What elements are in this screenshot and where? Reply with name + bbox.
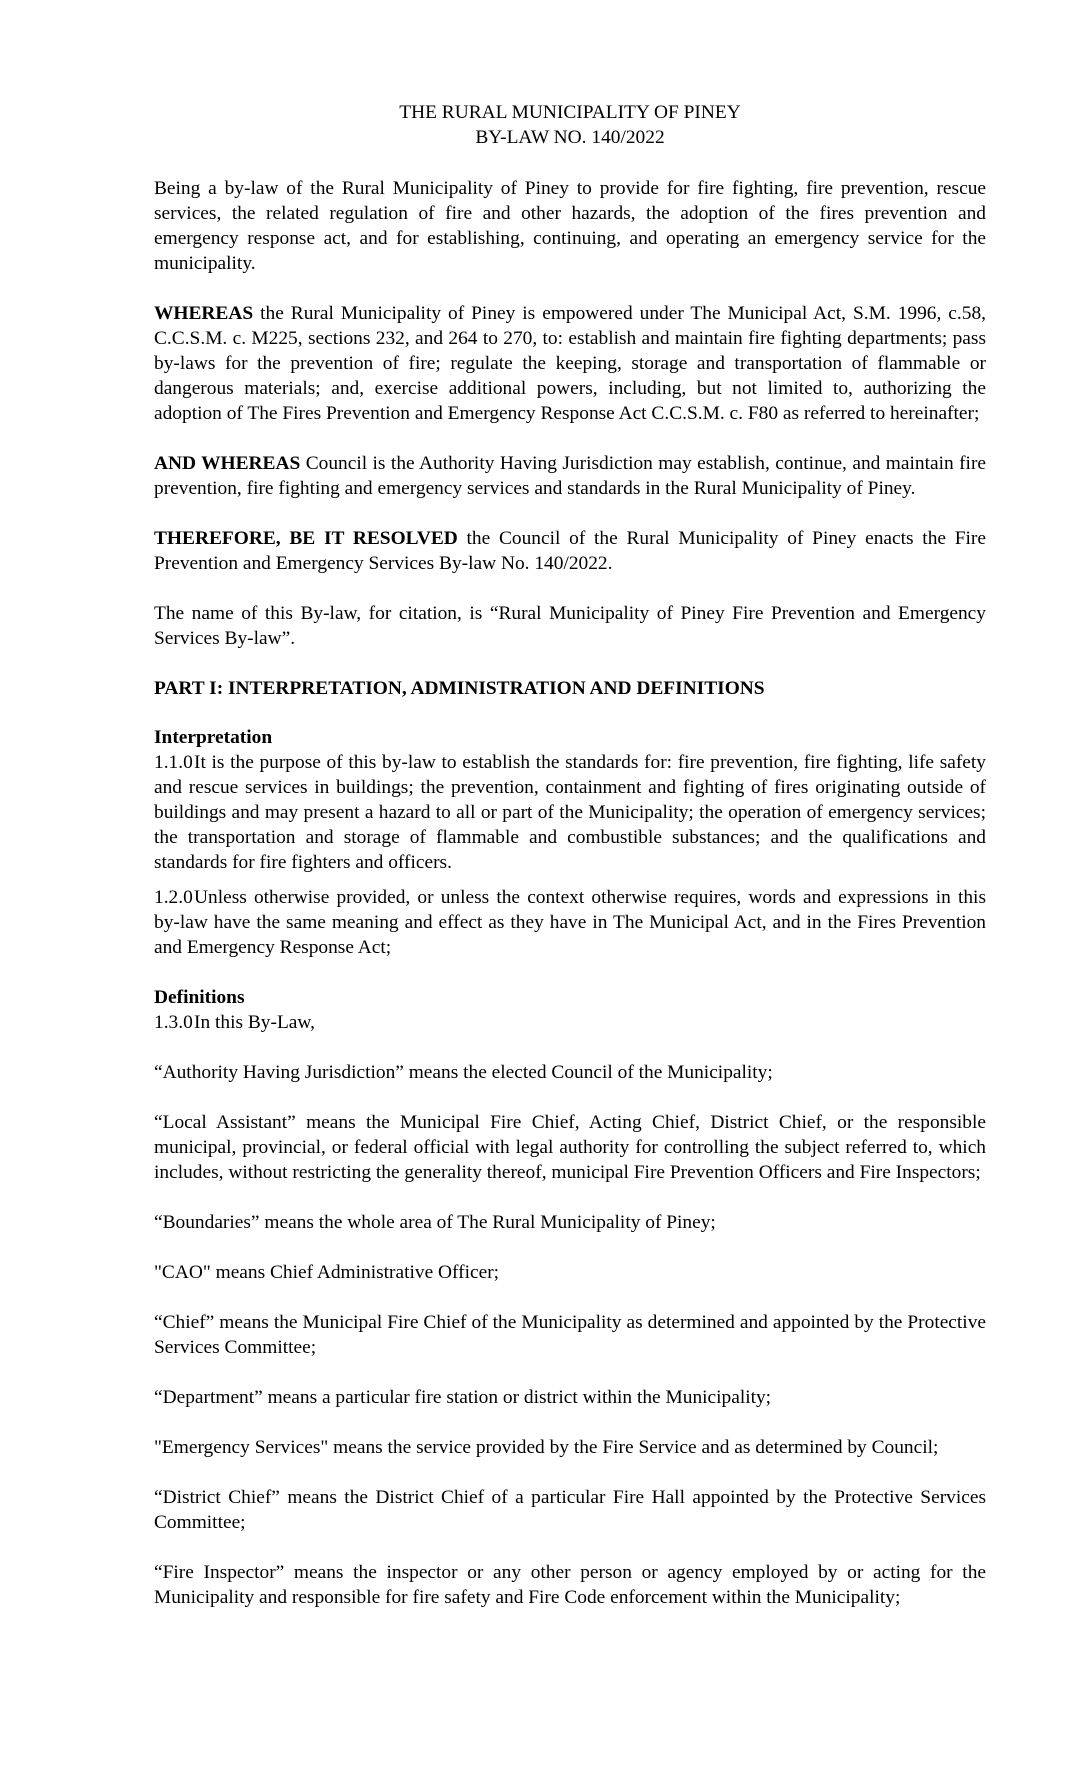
interpretation-heading: Interpretation [154, 727, 273, 748]
section-number: 1.3.0 [154, 1012, 193, 1033]
definition-item: “District Chief” means the District Chief of a particular Fire Hall appointed by the Protective Services Committee; [154, 1487, 986, 1533]
section-1-1-0 [154, 725, 986, 875]
definitions-heading: Definitions [154, 987, 245, 1008]
section-text: In this By-Law, [194, 1012, 315, 1033]
whereas-paragraph [154, 301, 986, 426]
definition-item: "CAO" means Chief Administrative Officer; [154, 1262, 500, 1283]
and-whereas-paragraph [154, 451, 986, 501]
definition-item: “Chief” means the Municipal Fire Chief of the Municipality as determined and appointed by the Protective Services Committee; [154, 1312, 986, 1358]
section-1-2-0 [154, 885, 986, 960]
citation-paragraph: The name of this By-law, for citation, is “Rural Municipality of Piney Fire Prevention and Emergency Services By-law”. [154, 603, 986, 649]
section-number: 1.1.0 [154, 752, 193, 773]
section-text: It is the purpose of this by-law to establish the standards for: fire prevention, fire fighting, life safety and rescue services in buildings; the prevention, containment and fighting of fires originating outside of buildings and may present a hazard to all or part of the Municipality; the operation of emergency services; the transportation and storage of flammable and combustible substances; and the qualifications and standards for fire fighters and officers. [154, 752, 986, 873]
bylaw-number: BY-LAW NO. 140/2022 [475, 127, 665, 148]
definition-item: “Local Assistant” means the Municipal Fire Chief, Acting Chief, District Chief, or the responsible municipal, provincial, or federal official with legal authority for controlling the subject referred to, which includes, without restricting the generality thereof, municipal Fire Prevention Officers and Fire Inspectors; [154, 1112, 986, 1183]
definition-item: “Fire Inspector” means the inspector or any other person or agency employed by or acting for the Municipality and responsible for fire safety and Fire Code enforcement within the Municipality; [154, 1562, 986, 1608]
section-1-3-0 [154, 985, 986, 1035]
section-text: Unless otherwise provided, or unless the context otherwise requires, words and expressions in this by-law have the same meaning and effect as they have in The Municipal Act, and in the Fires Prevention and Emergency Response Act; [154, 887, 986, 958]
part1-heading: PART I: INTERPRETATION, ADMINISTRATION AND DEFINITIONS [154, 678, 765, 699]
municipality-title: THE RURAL MUNICIPALITY OF PINEY [399, 102, 741, 123]
section-number: 1.2.0 [154, 887, 193, 908]
therefore-paragraph [154, 526, 986, 576]
definition-item: “Department” means a particular fire station or district within the Municipality; [154, 1387, 772, 1408]
therefore-lead: THEREFORE, BE IT RESOLVED [154, 528, 458, 549]
therefore-text: the Council of the Rural Municipality of Piney enacts the Fire Prevention and Emergency Services By-law No. 140/2022. [154, 528, 986, 574]
and-whereas-lead: AND WHEREAS [154, 453, 301, 474]
intro-paragraph: Being a by-law of the Rural Municipality of Piney to provide for fire fighting, fire prevention, rescue services, the related regulation of fire and other hazards, the adoption of the fires prevention and emergency response act, and for establishing, continuing, and operating an emergency service for the municipality. [154, 178, 986, 274]
definition-item: "Emergency Services" means the service provided by the Fire Service and as determined by Council; [154, 1437, 939, 1458]
whereas-text: the Rural Municipality of Piney is empowered under The Municipal Act, S.M. 1996, c.58, C.C.S.M. c. M225, sections 232, and 264 to 270, to: establish and maintain fire fighting departments; pass by-laws for the prevention of fire; regulate the keeping, storage and transportation of flammable or dangerous materials; and, exercise additional powers, including, but not limited to, authorizing the adoption of The Fires Prevention and Emergency Response Act C.C.S.M. c. F80 as referred to hereinafter; [154, 303, 986, 424]
and-whereas-text: Council is the Authority Having Jurisdiction may establish, continue, and maintain fire prevention, fire fighting and emergency services and standards in the Rural Municipality of Piney. [154, 453, 987, 499]
whereas-lead: WHEREAS [154, 303, 254, 324]
definition-item: “Boundaries” means the whole area of The Rural Municipality of Piney; [154, 1212, 716, 1233]
definition-item: “Authority Having Jurisdiction” means the elected Council of the Municipality; [154, 1062, 773, 1083]
document-heading [154, 100, 986, 150]
